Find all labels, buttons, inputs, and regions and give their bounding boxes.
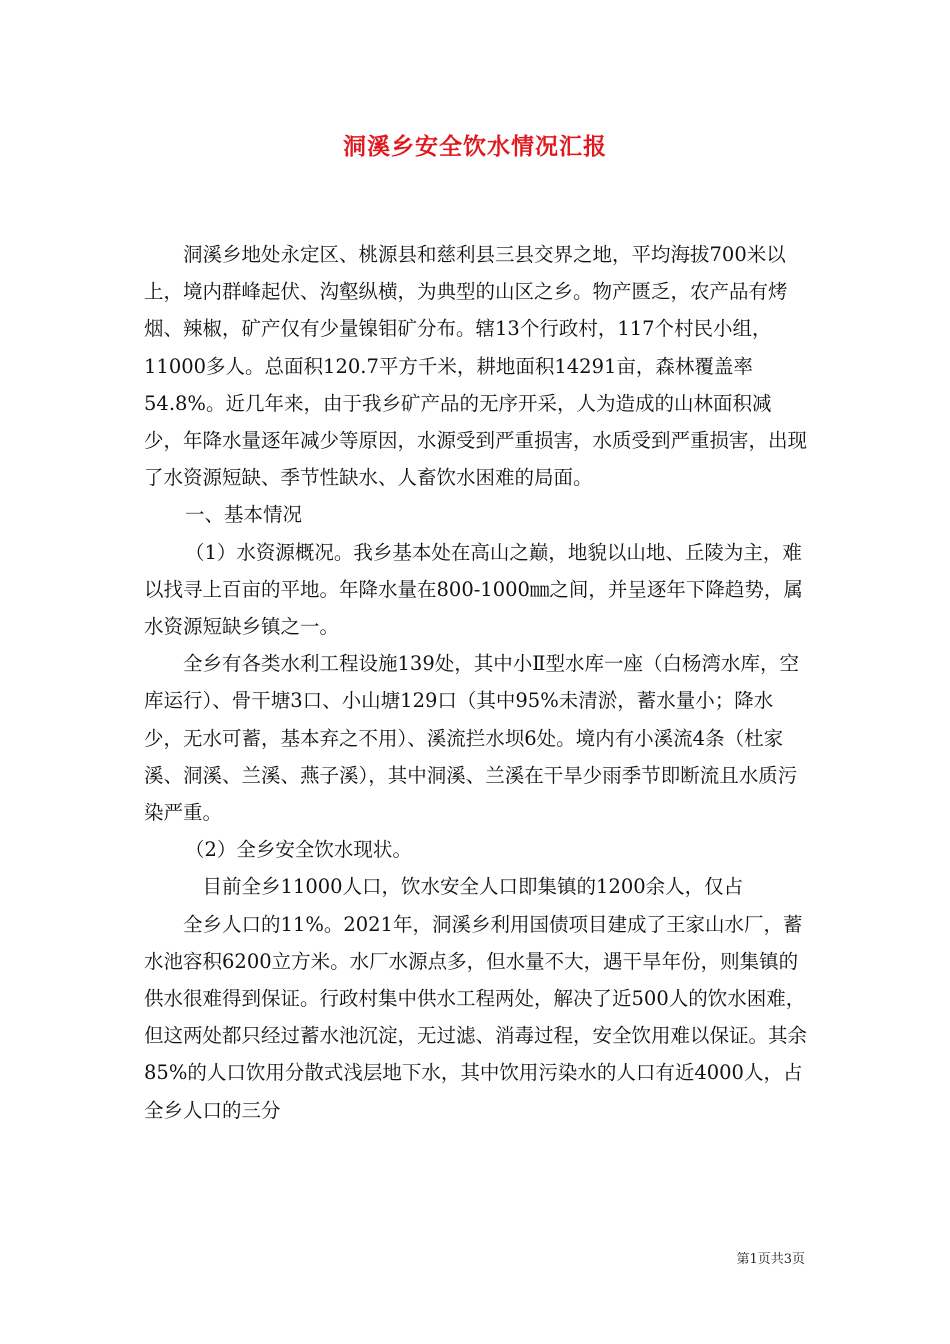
paragraph-supply: 全乡人口的11%。2021年，洞溪乡利用国债项目建成了王家山水厂，蓄水池容积6200立方米。水厂水源点多，但水量不大，遇干旱年份，则集镇的供水很难得到保证。行政村集中供水工程两处，解决了近500人的饮水困难，但这两处都只经过蓄水池沉淀，无过滤、消毒过程，安全饮用难以保证。其余85%的人口饮用分散式浅层地下水，其中饮用污染水的人口有近4000人，占全乡人口的三分 (144, 912, 808, 1122)
paragraph-facilities: 全乡有各类水利工程设施139处，其中小Ⅱ型水库一座（白杨湾水库，空库运行）、骨干塘3口、小山塘129口（其中95%未清淤，蓄水量小；降水少，无水可蓄，基本弃之不用）、溪流拦水坝6处。境内有小溪流4条（杜家溪、洞溪、兰溪、燕子溪），其中洞溪、兰溪在干旱少雨季节即断流且水质污染严重。 (144, 652, 799, 825)
subheading-drinking-status: （2）全乡安全饮水现状。 (184, 838, 412, 862)
page-number: 第1页共3页 (736, 1252, 805, 1267)
document-body (144, 236, 808, 1129)
paragraph-intro: 洞溪乡地处永定区、桃源县和慈利县三县交界之地，平均海拔700米以上，境内群峰起伏、沟壑纵横，为典型的山区之乡。物产匮乏，农产品有烤烟、辣椒，矿产仅有少量镍钼矿分布。辖13个行政村，117个村民小组，11000多人。总面积120.7平方千米，耕地面积14291亩，森林覆盖率54.8%。近几年来，由于我乡矿产品的无序开采，人为造成的山林面积减少，年降水量逐年减少等原因，水源受到严重损害，水质受到严重损害，出现了水资源短缺、季节性缺水、人畜饮水困难的局面。 (144, 243, 808, 490)
paragraph-water-resources: （1）水资源概况。我乡基本处在高山之巅，地貌以山地、丘陵为主，难以找寻上百亩的平地。年降水量在800-1000㎜之间，并呈逐年下降趋势，属水资源短缺乡镇之一。 (144, 540, 803, 639)
document-title: 洞溪乡安全饮水情况汇报 (343, 133, 607, 160)
section-heading-basic: 一、基本情况 (184, 503, 302, 527)
paragraph-population: 目前全乡11000人口，饮水安全人口即集镇的1200余人，仅占 (202, 875, 744, 899)
